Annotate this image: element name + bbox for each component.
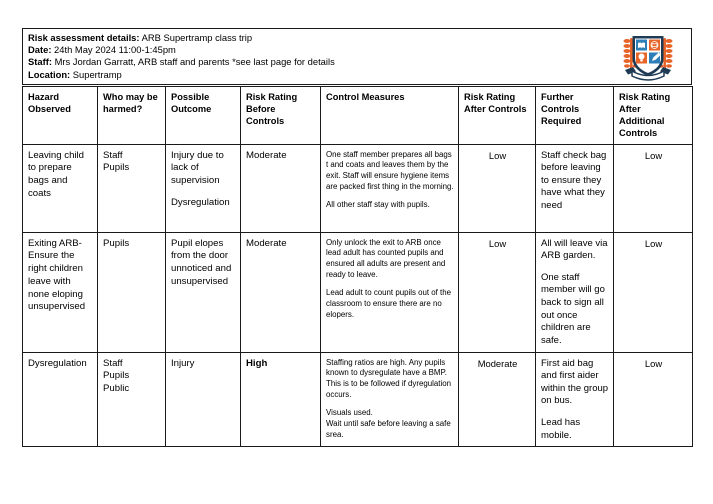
column-header-hazard: Hazard Observed bbox=[23, 87, 98, 145]
cell-hazard: Leaving child to prepare bags and coats bbox=[23, 144, 98, 232]
cell-risk-after: Low bbox=[459, 232, 536, 352]
column-header-risk-after: Risk Rating After Controls bbox=[459, 87, 536, 145]
date-value: 24th May 2024 11:00-1:45pm bbox=[51, 44, 176, 56]
table-header-row bbox=[23, 87, 693, 145]
cell-further-controls: All will leave via ARB garden. One staff member will go back to sign all out once children are safe. bbox=[536, 232, 614, 352]
cell-risk-additional: Low bbox=[614, 144, 693, 232]
column-header-further-controls: Further Controls Required bbox=[536, 87, 614, 145]
cell-hazard: Exiting ARB- Ensure the right children leave with none eloping unsupervised bbox=[23, 232, 98, 352]
staff-value: Mrs Jordan Garratt, ARB staff and parents *see last page for details bbox=[51, 56, 335, 68]
cell-risk-after: Moderate bbox=[459, 352, 536, 447]
header-line-staff bbox=[28, 56, 605, 68]
cell-possible-outcome: Injury bbox=[166, 352, 241, 447]
location-value: Supertramp bbox=[70, 68, 122, 80]
cell-control-measures: Only unlock the exit to ARB once lead adult has counted pupils and ensured all adults are present and ready to leave. Lead adult to count pupils out of the classroom to ensure there are no elopers. bbox=[321, 232, 459, 352]
cell-who-harmed: Staff Pupils bbox=[98, 144, 166, 232]
table-body bbox=[23, 144, 693, 447]
header-details bbox=[23, 29, 605, 81]
table-row bbox=[23, 352, 693, 447]
date-label: Date: bbox=[28, 44, 52, 56]
risk-assessment-details-label: Risk assessment details: bbox=[28, 32, 140, 43]
cell-risk-additional: Low bbox=[614, 352, 693, 447]
column-header-who-harmed: Who may be harmed? bbox=[98, 87, 166, 145]
staff-label: Staff: bbox=[28, 56, 52, 68]
cell-risk-before: High bbox=[241, 352, 321, 447]
cell-who-harmed: Staff Pupils Public bbox=[98, 352, 166, 447]
column-header-risk-before: Risk Rating Before Controls bbox=[241, 87, 321, 145]
header-line-details bbox=[28, 32, 605, 44]
document-header bbox=[22, 28, 692, 85]
school-crest-icon bbox=[617, 31, 679, 83]
cell-further-controls: First aid bag and first aider within the group on bus. Lead has mobile. bbox=[536, 352, 614, 447]
cell-possible-outcome: Injury due to lack of supervision Dysregulation bbox=[166, 144, 241, 232]
cell-hazard: Dysregulation bbox=[23, 352, 98, 447]
header-line-date bbox=[28, 44, 605, 56]
table-row bbox=[23, 232, 693, 352]
cell-further-controls: Staff check bag before leaving to ensure they have what they need bbox=[536, 144, 614, 232]
cell-possible-outcome: Pupil elopes from the door unnoticed and unsupervised bbox=[166, 232, 241, 352]
header-line-location bbox=[28, 69, 605, 81]
table-row bbox=[23, 144, 693, 232]
cell-risk-after: Low bbox=[459, 144, 536, 232]
cell-risk-additional: Low bbox=[614, 232, 693, 352]
cell-who-harmed: Pupils bbox=[98, 232, 166, 352]
risk-assessment-table bbox=[22, 86, 693, 447]
risk-assessment-details-value: ARB Supertramp class trip bbox=[139, 32, 253, 43]
column-header-risk-additional: Risk Rating After Additional Controls bbox=[614, 87, 693, 145]
column-header-control-measures: Control Measures bbox=[321, 87, 459, 145]
cell-risk-before: Moderate bbox=[241, 232, 321, 352]
cell-control-measures: Staffing ratios are high. Any pupils known to dysregulate have a BMP. This is to be followed if dyregulation occurs. Visuals used. Wait until safe before leaving a safe srea. bbox=[321, 352, 459, 447]
cell-risk-before: Moderate bbox=[241, 144, 321, 232]
location-label: Location: bbox=[28, 68, 71, 80]
cell-control-measures: One staff member prepares all bags t and coats and leaves them by the exit. Staff will ensure hygiene items are packed first thing in the morning. All other staff stay with pupils. bbox=[321, 144, 459, 232]
school-crest-logo bbox=[605, 29, 691, 84]
column-header-possible-outcome: Possible Outcome bbox=[166, 87, 241, 145]
